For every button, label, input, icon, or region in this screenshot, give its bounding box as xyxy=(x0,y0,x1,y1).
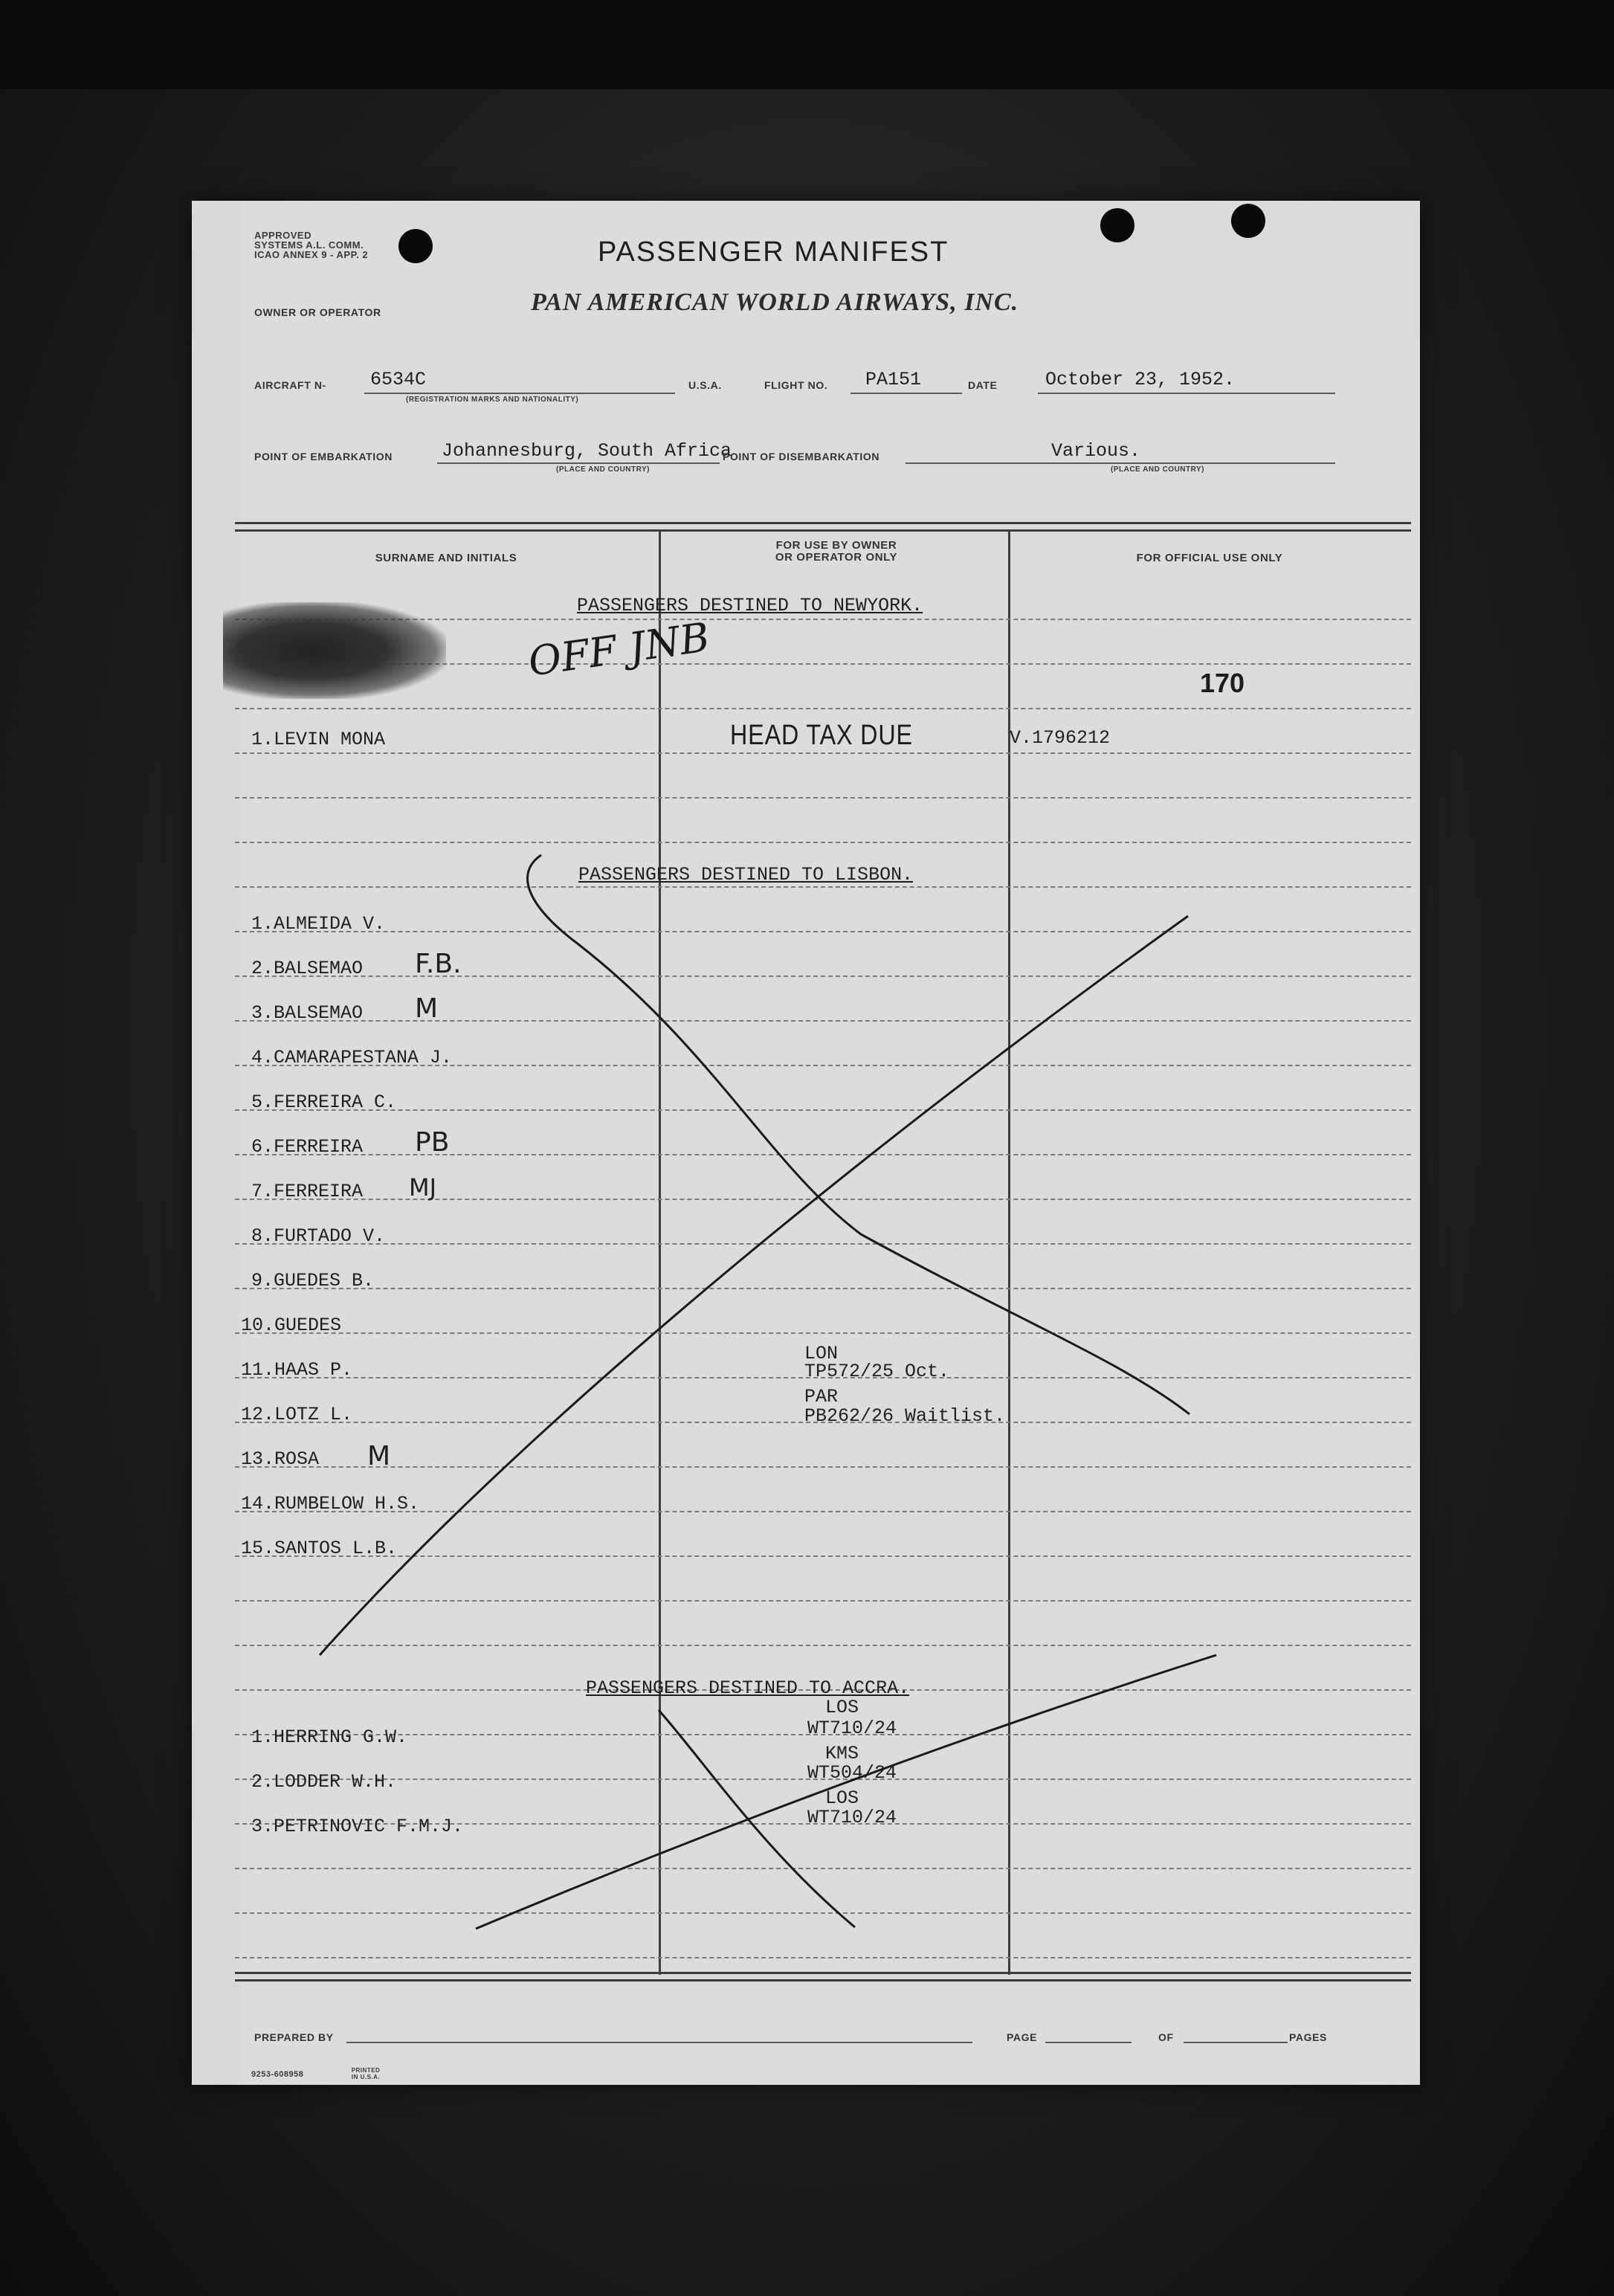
section-heading-lisbon: PASSENGERS DESTINED TO LISBON. xyxy=(578,864,914,886)
list-item: 14.RUMBELOW H.S. xyxy=(241,1493,420,1515)
transfer-note: WT710/24 xyxy=(807,1807,897,1828)
usa-label: U.S.A. xyxy=(688,379,722,391)
list-item: 3.PETRINOVIC F.M.J. xyxy=(251,1816,464,1837)
cross-out-marks xyxy=(192,201,1420,2085)
approval-line: SYSTEMS A.L. COMM. xyxy=(254,239,364,251)
registration-note: (REGISTRATION MARKS AND NATIONALITY) xyxy=(406,396,579,404)
place-note: (PLACE AND COUNTRY) xyxy=(556,465,650,474)
transfer-note: LON xyxy=(804,1343,839,1364)
list-item: 7.FERREIRA xyxy=(251,1181,364,1202)
handwritten-off-jnb: OFF JNB xyxy=(525,613,713,686)
disembark-value: Various. xyxy=(1051,440,1141,462)
approval-line: ICAO ANNEX 9 - APP. 2 xyxy=(254,249,369,260)
owner-label: OWNER OR OPERATOR xyxy=(254,306,381,318)
list-item: 15.SANTOS L.B. xyxy=(241,1538,398,1559)
flight-value: PA151 xyxy=(865,369,922,390)
list-item: 4.CAMARAPESTANA J. xyxy=(251,1047,453,1068)
transfer-note: KMS xyxy=(825,1743,859,1764)
column-official-use: FOR OFFICIAL USE ONLY xyxy=(1136,552,1283,564)
embark-value: Johannesburg, South Africa xyxy=(442,440,732,462)
transfer-note: WT710/24 xyxy=(807,1718,897,1739)
list-item: 13.ROSA xyxy=(241,1448,320,1470)
of-label: OF xyxy=(1158,2031,1174,2043)
page-underline xyxy=(1045,2042,1132,2043)
manifest-sheet xyxy=(192,201,1420,2085)
page-title: PASSENGER MANIFEST xyxy=(598,236,949,268)
handwritten-initials: M xyxy=(367,1441,391,1471)
transfer-note: TP572/25 Oct. xyxy=(804,1361,950,1382)
section-heading-newyork: PASSENGERS DESTINED TO NEWYORK. xyxy=(577,595,923,616)
transfer-note: LOS xyxy=(825,1787,859,1809)
list-item: 11.HAAS P. xyxy=(241,1359,353,1381)
disembark-label: POINT OF DISEMBARKATION xyxy=(723,451,880,462)
head-tax-stamp: HEAD TAX DUE xyxy=(730,720,913,751)
of-underline xyxy=(1184,2042,1288,2043)
transfer-note: WT504/24 xyxy=(807,1762,897,1784)
list-item: 10.GUEDES xyxy=(241,1315,342,1336)
list-item: 1.HERRING G.W. xyxy=(251,1726,408,1748)
brand-name: PAN AMERICAN WORLD AIRWAYS, INC. xyxy=(531,288,1019,316)
printed-mark: PRINTED IN U.S.A. xyxy=(351,2067,381,2080)
aircraft-value: 6534C xyxy=(370,369,427,390)
approval-line: APPROVED xyxy=(254,230,311,241)
handwritten-initials: F.B. xyxy=(415,949,462,979)
pages-label: PAGES xyxy=(1289,2031,1327,2043)
embark-label: POINT OF EMBARKATION xyxy=(254,451,393,462)
list-item: 6.FERREIRA xyxy=(251,1136,364,1158)
handwritten-initials: M xyxy=(415,993,439,1024)
date-value: October 23, 1952. xyxy=(1045,369,1236,390)
handwritten-initials: MJ xyxy=(409,1173,437,1202)
column-surname: SURNAME AND INITIALS xyxy=(375,552,517,564)
transfer-note: PB262/26 Waitlist. xyxy=(804,1405,1006,1427)
transfer-note: LOS xyxy=(825,1697,859,1718)
handwritten-initials: PB xyxy=(415,1127,450,1158)
prepared-label: PREPARED BY xyxy=(254,2031,334,2043)
aircraft-label: AIRCRAFT N- xyxy=(254,379,326,391)
place-note: (PLACE AND COUNTRY) xyxy=(1111,465,1204,474)
prepared-underline xyxy=(346,2042,972,2043)
film-border xyxy=(0,0,1614,89)
date-label: DATE xyxy=(968,379,998,391)
flight-label: FLIGHT NO. xyxy=(764,379,828,391)
transfer-note: PAR xyxy=(804,1386,839,1407)
visa-number: V.1796212 xyxy=(1010,727,1111,749)
form-number: 9253-608958 xyxy=(251,2070,304,2079)
list-item: 1.ALMEIDA V. xyxy=(251,913,386,935)
list-item: 2.LODDER W.H. xyxy=(251,1771,397,1793)
column-owner-use: FOR USE BY OWNER OR OPERATOR ONLY xyxy=(775,539,898,564)
list-item: 3.BALSEMAO xyxy=(251,1002,364,1024)
list-item: 2.BALSEMAO xyxy=(251,958,364,979)
list-item: 5.FERREIRA C. xyxy=(251,1091,397,1113)
passenger-name: 1.LEVIN MONA xyxy=(251,729,386,750)
page-label: PAGE xyxy=(1007,2031,1038,2043)
list-item: 8.FURTADO V. xyxy=(251,1225,386,1247)
count-number: 170 xyxy=(1200,668,1245,698)
section-heading-accra: PASSENGERS DESTINED TO ACCRA. xyxy=(586,1677,910,1699)
list-item: 12.LOTZ L. xyxy=(241,1404,353,1425)
list-item: 9.GUEDES B. xyxy=(251,1270,375,1292)
